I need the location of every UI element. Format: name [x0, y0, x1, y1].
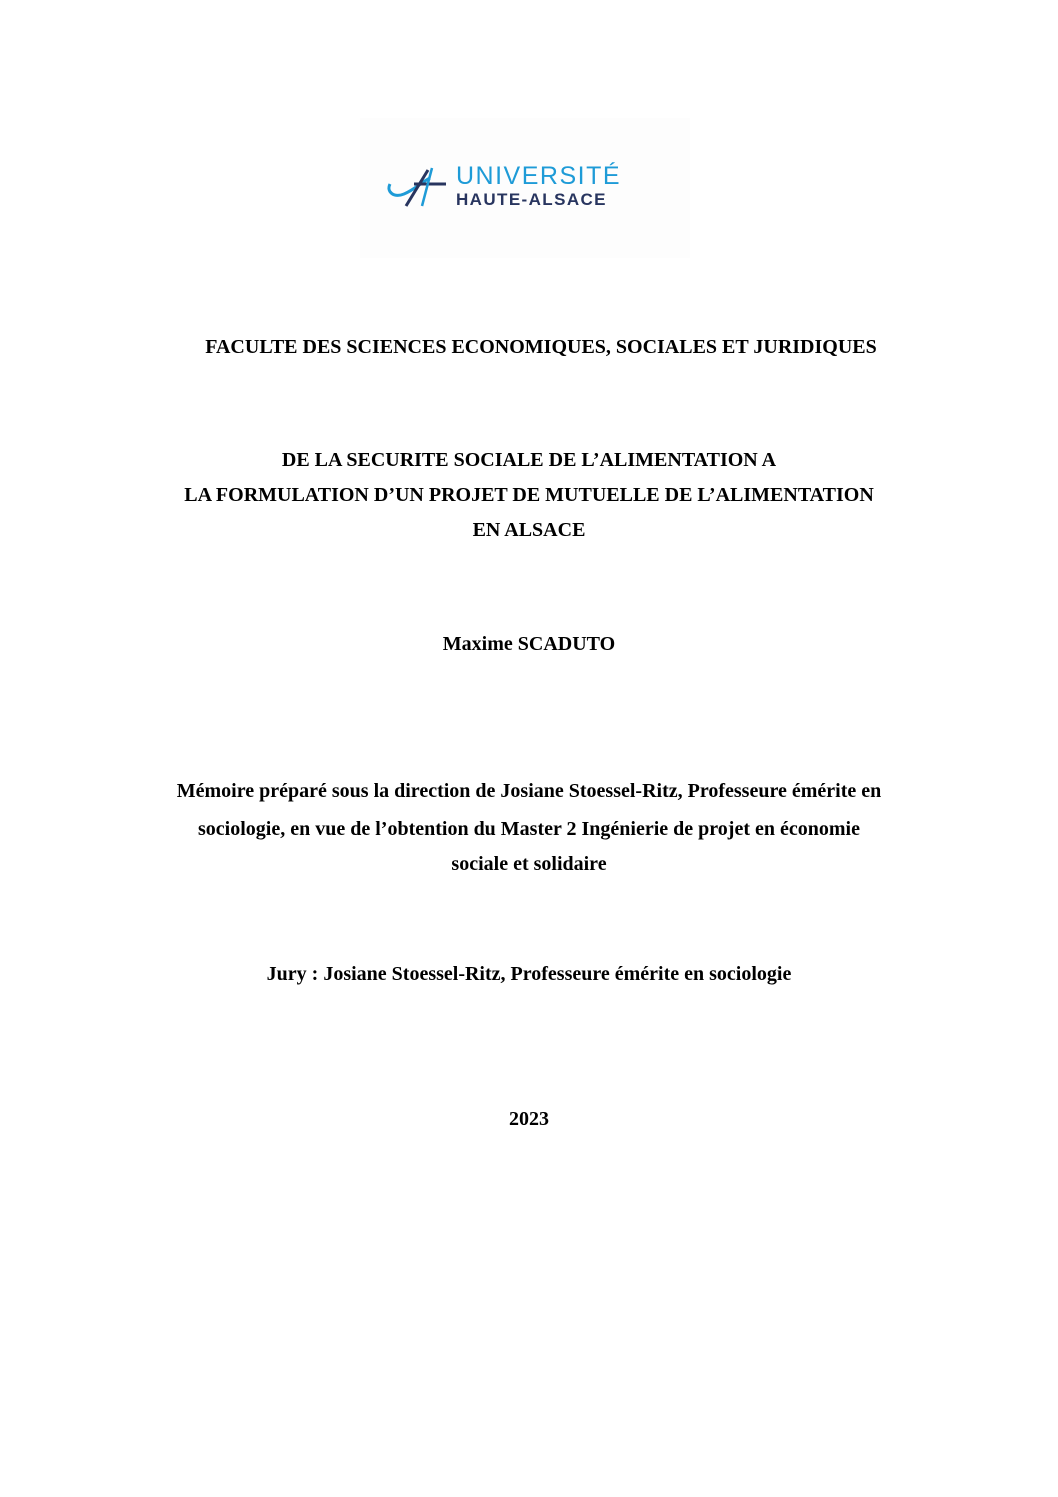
memoir-description-line-2: sociologie, en vue de l’obtention du Master 2 Ingénierie de projet en économie: [198, 818, 860, 840]
university-logo: [360, 118, 690, 258]
jury-line: Jury : Josiane Stoessel-Ritz, Professeure émérite en sociologie: [266, 963, 792, 985]
author-name: Maxime SCADUTO: [442, 633, 616, 655]
thesis-title-line-2: LA FORMULATION D’UN PROJET DE MUTUELLE DE L’ALIMENTATION: [184, 484, 874, 506]
memoir-description-line-3: sociale et solidaire: [451, 853, 607, 875]
logo-haute-alsace-text: HAUTE-ALSACE: [456, 190, 607, 209]
faculty-name: FACULTE DES SCIENCES ECONOMIQUES, SOCIALES ET JURIDIQUES: [205, 336, 877, 358]
university-emblem-icon: [384, 162, 454, 212]
memoir-description-line-1: Mémoire préparé sous la direction de Josiane Stoessel-Ritz, Professeure émérite en: [176, 780, 882, 802]
thesis-title-line-3: EN ALSACE: [472, 519, 586, 541]
year: 2023: [509, 1108, 549, 1130]
thesis-title-line-1: DE LA SECURITE SOCIALE DE L’ALIMENTATION A: [281, 449, 777, 471]
logo-university-text: UNIVERSITÉ: [456, 162, 622, 190]
